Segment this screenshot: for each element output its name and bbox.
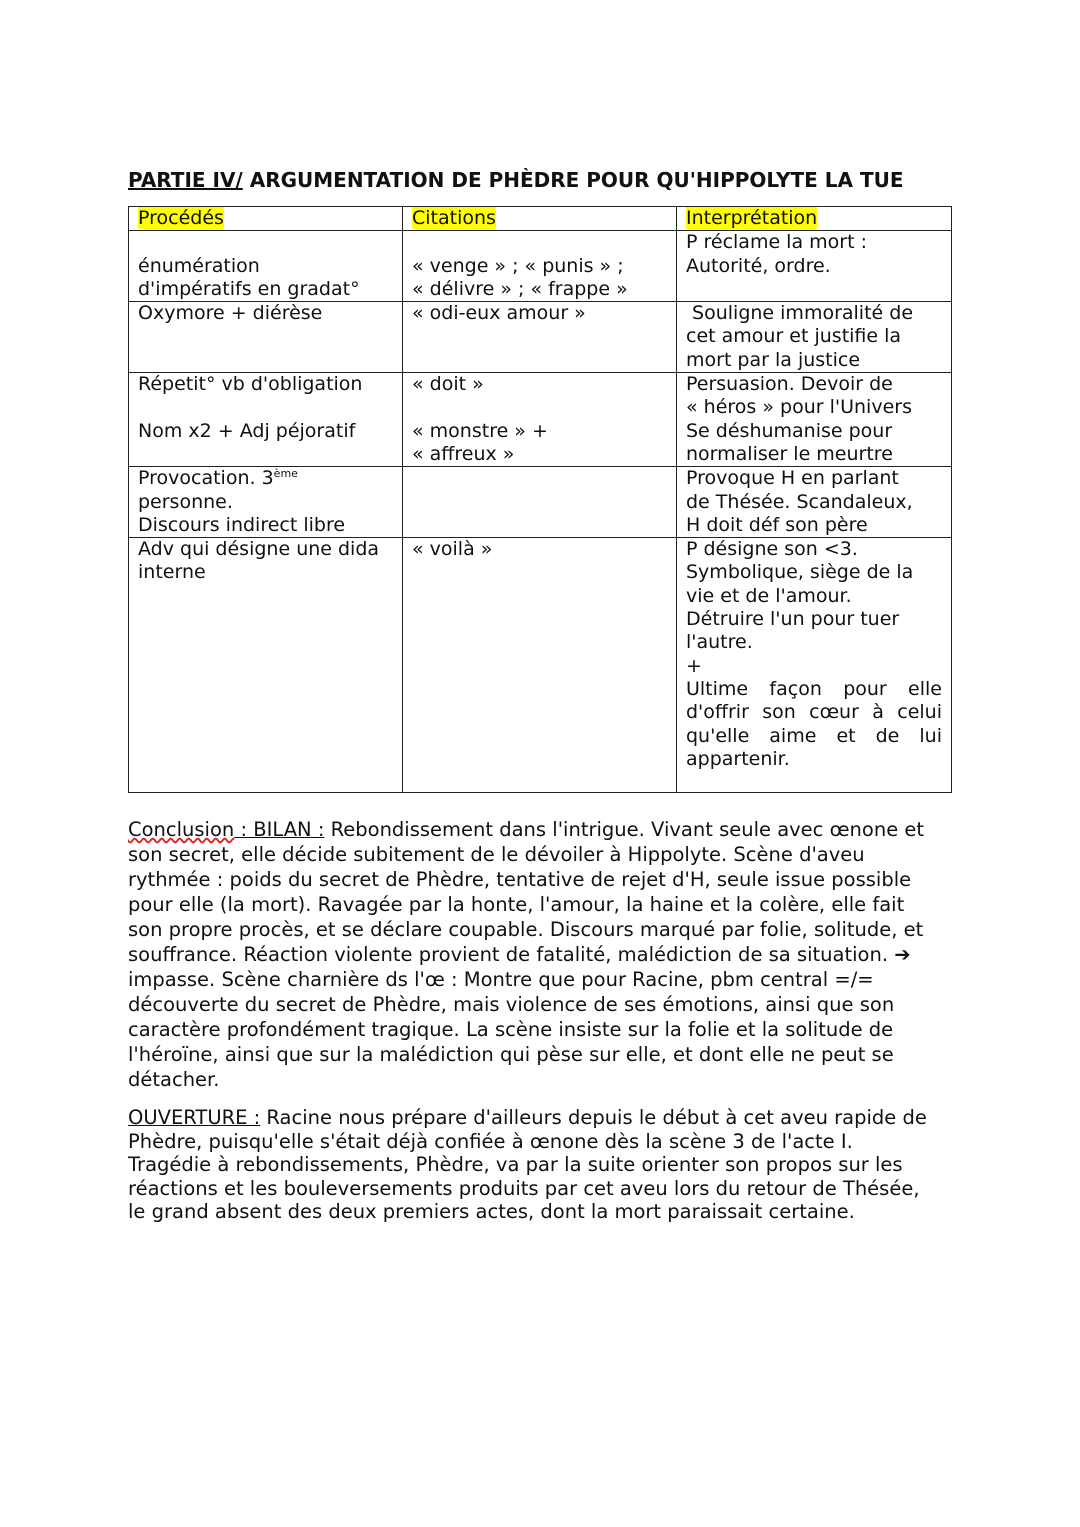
cell-citation: « voilà »: [403, 538, 677, 793]
cell-interpretation: Persuasion. Devoir de « héros » pour l'Univers Se déshumanise pour normaliser le meurtre: [677, 373, 952, 467]
header-citations: Citations: [403, 207, 677, 231]
header-procedes: Procédés: [129, 207, 403, 231]
ouverture-paragraph: OUVERTURE : Racine nous prépare d'ailleurs depuis le début à cet aveu rapide de Phèdre, puisqu'elle s'était déjà confiée à œnone dès la scène 3 de l'acte I. Tragédie à rebondissements, Phèdre, va par la suite orienter son propos sur les réactions et les bouleversements produits par cet aveu lors du retour de Thésée, le grand absent des deux premiers actes, dont la mort paraissait certaine.: [128, 1106, 927, 1224]
table-row: [129, 231, 952, 302]
cell-interpretation: Provoque H en parlant de Thésée. Scandaleux, H doit déf son père: [677, 467, 952, 538]
table-header-row: [129, 207, 952, 231]
table-row: [129, 373, 952, 467]
conclusion-paragraph: Conclusion : BILAN : Rebondissement dans l'intrigue. Vivant seule avec œnone et son secret, elle décide subitement de le dévoiler à Hippolyte. Scène d'aveu rythmée : poids du secret de Phèdre, tentative de rejet d'H, seule issue possible pour elle (la mort). Ravagée par la honte, l'amour, la haine et la colère, elle fait son propre procès, et se déclare coupable. Discours marqué par folie, solitude, et souffrance. Réaction violente provient de fatalité, malédiction de sa situation. ➔ impasse. Scène charnière ds l'œ : Montre que pour Racine, pbm central =/= découverte du secret de Phèdre, mais violence de ses émotions, ainsi que son caractère profondément tragique. La scène insiste sur la folie et la solitude de l'héroïne, ainsi que sur la malédiction qui pèse sur elle, et dont elle ne peut se détacher.: [128, 818, 925, 1092]
cell-citation: « odi-eux amour »: [403, 302, 677, 373]
conclusion-label: Conclusion: [128, 818, 235, 842]
cell-interpretation: P réclame la mort : Autorité, ordre.: [677, 231, 952, 302]
header-interpretation: Interprétation: [677, 207, 952, 231]
cell-citation: « venge » ; « punis » ; « délivre » ; « frappe »: [403, 231, 677, 302]
cell-procede: énumération d'impératifs en gradat°: [129, 231, 403, 302]
document-page: [128, 166, 952, 1224]
table-row: [129, 302, 952, 373]
section-title: [128, 166, 952, 194]
analysis-table: [128, 206, 952, 793]
title-rest: ARGUMENTATION DE PHÈDRE POUR QU'HIPPOLYTE LA TUE: [242, 168, 904, 192]
cell-interpretation: Souligne immoralité de cet amour et justifie la mort par la justice: [677, 302, 952, 373]
bilan-label: : BILAN :: [234, 818, 325, 842]
cell-procede: Provocation. 3ème personne. Discours indirect libre: [129, 467, 403, 538]
title-part: PARTIE IV/: [128, 168, 243, 192]
cell-procede: Adv qui désigne une dida interne: [129, 538, 403, 793]
cell-citation: « doit » « monstre » + « affreux »: [403, 373, 677, 467]
superscript: ème: [273, 467, 298, 481]
cell-procede: Oxymore + diérèse: [129, 302, 403, 373]
ouverture-label: OUVERTURE :: [128, 1106, 261, 1130]
table-row: [129, 538, 952, 793]
cell-citation-empty: [403, 467, 677, 538]
cell-procede: Répetit° vb d'obligation Nom x2 + Adj péjoratif: [129, 373, 403, 467]
cell-interpretation: P désigne son <3. Symbolique, siège de la vie et de l'amour. Détruire l'un pour tuer l'autre. + Ultime façon pour elle d'offrir son cœur à celui qu'elle aime et de lui appartenir.: [677, 538, 952, 793]
table-row: [129, 467, 952, 538]
